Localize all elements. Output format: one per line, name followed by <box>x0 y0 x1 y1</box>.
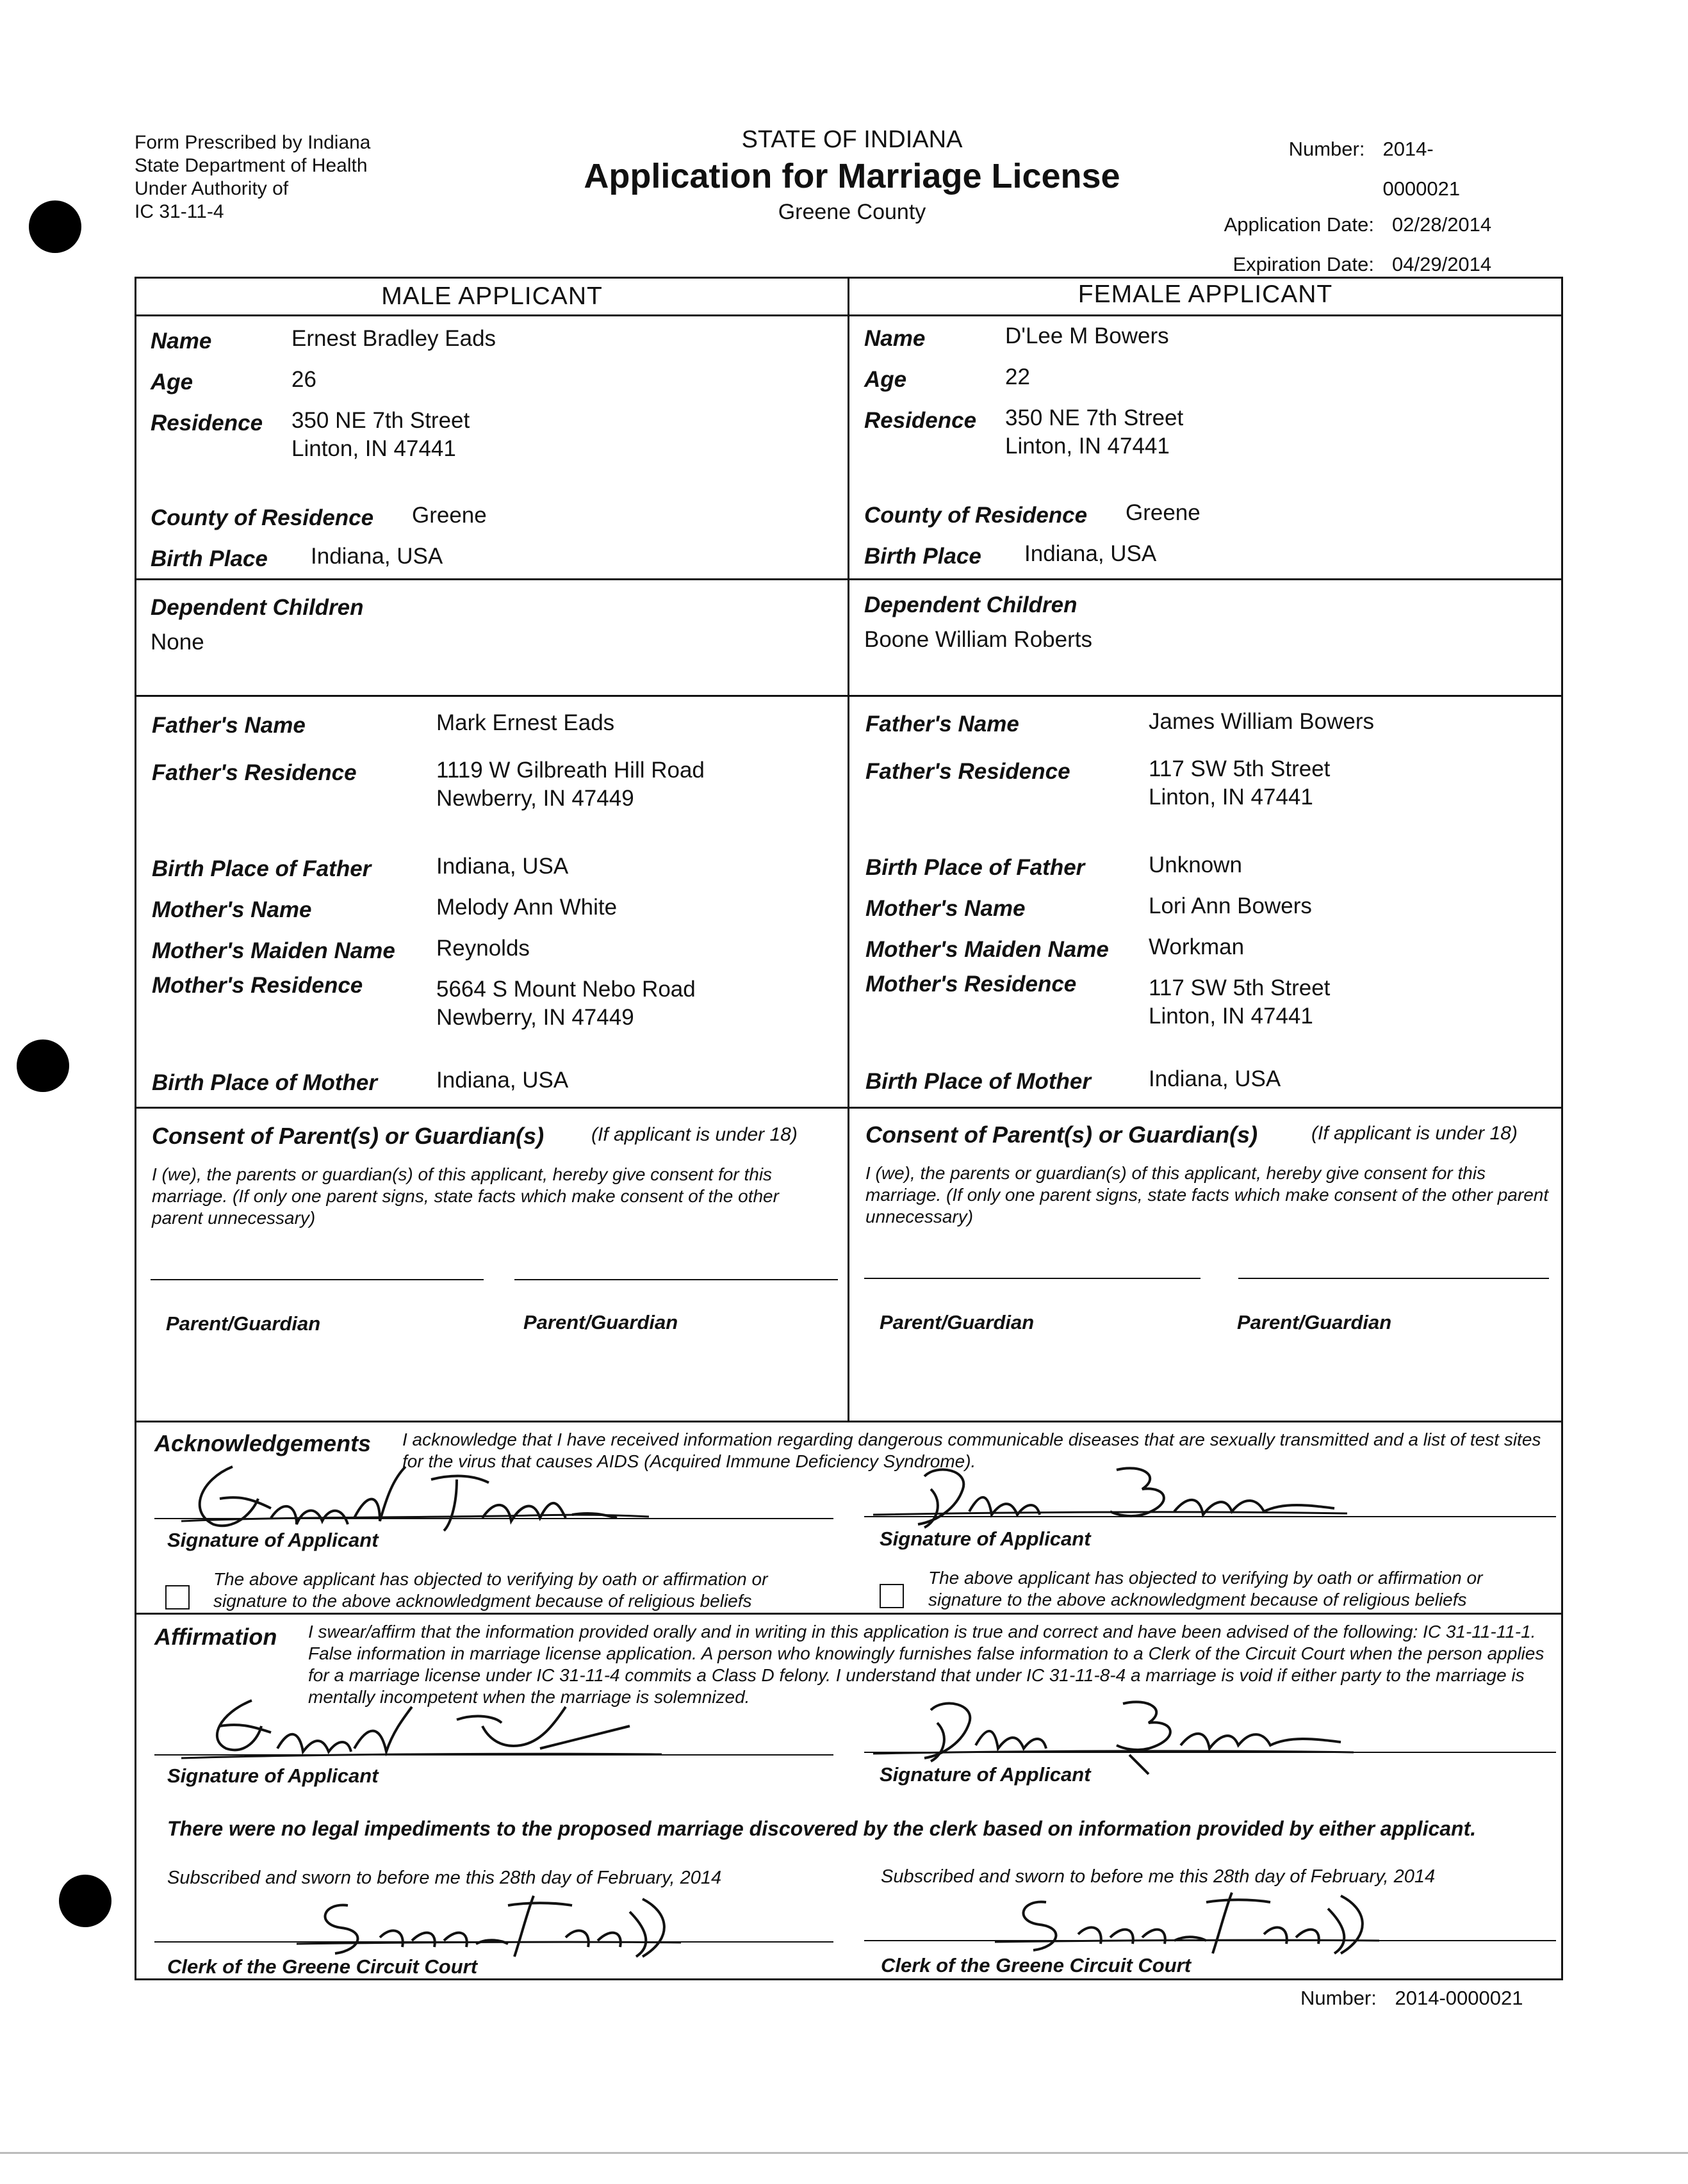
female-birth-place-of-father: Unknown <box>1149 852 1242 877</box>
male-age: 26 <box>291 367 316 392</box>
female-county-label: County of Residence <box>864 503 1088 528</box>
male-mothers-residence-label: Mother's Residence <box>152 973 363 998</box>
expiration-date: 04/29/2014 <box>1392 253 1492 275</box>
female-residence-line1: 350 NE 7th Street <box>1005 405 1184 430</box>
male-parent-guardian-label-1: Parent/Guardian <box>166 1312 321 1335</box>
section-divider <box>136 695 1561 697</box>
male-clerk-line <box>154 1941 833 1943</box>
male-county-label: County of Residence <box>151 505 374 530</box>
male-residence-label: Residence <box>151 411 263 436</box>
male-age-label: Age <box>151 370 193 395</box>
section-divider <box>136 1613 1561 1615</box>
female-birth-place-of-mother: Indiana, USA <box>1149 1066 1281 1091</box>
female-mothers-name-label: Mother's Name <box>865 896 1026 921</box>
female-name-label: Name <box>864 326 926 351</box>
female-fathers-residence-label: Father's Residence <box>865 759 1070 784</box>
scan-edge <box>0 2152 1688 2154</box>
page-title: Application for Marriage License <box>584 157 1120 195</box>
female-consent-note: (If applicant is under 18) <box>1311 1123 1518 1144</box>
male-parent-guardian-line-2 <box>514 1279 838 1280</box>
no-impediments-statement: There were no legal impediments to the proposed marriage discovered by the clerk based on information provided by either applicant. <box>167 1817 1477 1840</box>
female-consent-title: Consent of Parent(s) or Guardian(s) <box>865 1121 1258 1148</box>
column-divider <box>848 279 849 1421</box>
male-parent-guardian-label-2: Parent/Guardian <box>523 1311 678 1333</box>
section-divider <box>136 1421 1561 1422</box>
acknowledgements-label: Acknowledgements <box>154 1430 372 1456</box>
male-fathers-residence-label: Father's Residence <box>152 760 357 785</box>
authority-line: Under Authority of <box>135 178 289 199</box>
number-label: Number: <box>1288 138 1365 160</box>
female-subscribed-text: Subscribed and sworn to before me this 28th day of February, 2014 <box>881 1866 1436 1887</box>
document-header <box>538 125 1166 226</box>
male-parent-guardian-line-1 <box>151 1279 484 1280</box>
female-fathers-residence-line1: 117 SW 5th Street <box>1149 756 1331 781</box>
male-affirmation-signature-line <box>154 1754 833 1756</box>
female-birth-place-label: Birth Place <box>864 544 981 569</box>
application-form <box>135 277 1563 1980</box>
female-mothers-residence-line2: Linton, IN 47441 <box>1149 1004 1313 1029</box>
female-age: 22 <box>1005 364 1030 389</box>
male-affirmation-signature <box>181 1688 668 1777</box>
authority-line: State Department of Health <box>135 155 368 176</box>
male-consent-text: I (we), the parents or guardian(s) of this applicant, hereby give consent for this marriage. (If only one parent signs, state facts which make consent of the other parent unnecessary) <box>152 1164 779 1228</box>
male-ack-signature-label: Signature of Applicant <box>167 1529 379 1551</box>
male-mothers-residence-line1: 5664 S Mount Nebo Road <box>436 977 696 1002</box>
affirmation-label: Affirmation <box>154 1624 277 1650</box>
female-mothers-residence-line1: 117 SW 5th Street <box>1149 975 1331 1000</box>
footer-number-value: 2014-0000021 <box>1395 1987 1523 2009</box>
footer-number <box>1300 1987 1523 2010</box>
female-ack-signature-line <box>864 1516 1556 1517</box>
section-divider <box>136 1107 1561 1109</box>
female-objection-text: The above applicant has objected to verifying by oath or affirmation or signature to the above acknowledgment because of religious beliefs <box>928 1568 1483 1609</box>
authority-line: Form Prescribed by Indiana <box>135 132 371 153</box>
affirmation-text: I swear/affirm that the information provided orally and in writing in this application is true and correct and have been advised of the following: IC 31-11-11-1. False information in marriage license application. A person who knowingly furnishes false information to a Clerk of the Circuit Court when the person applies for a marriage license under IC 31-11-4 commits a Class D felony. I understand that under IC 31-11-8-4 a marriage is void if either party to the marriage is mentally incompetent when the marriage is solemnized. <box>308 1622 1545 1707</box>
male-mothers-maiden-name-label: Mother's Maiden Name <box>152 938 395 963</box>
female-consent-text: I (we), the parents or guardian(s) of this applicant, hereby give consent for this marriage. (If only one parent signs, state facts which make consent of the other parent unnecessary) <box>865 1163 1549 1226</box>
male-mothers-maiden-name: Reynolds <box>436 936 530 961</box>
female-clerk-label: Clerk of the Greene Circuit Court <box>881 1954 1192 1976</box>
male-applicant-heading: MALE APPLICANT <box>381 282 603 310</box>
male-residence-line1: 350 NE 7th Street <box>291 408 470 433</box>
authority-line: IC 31-11-4 <box>135 201 224 222</box>
female-fathers-name: James William Bowers <box>1149 709 1374 734</box>
female-mothers-name: Lori Ann Bowers <box>1149 893 1312 918</box>
female-clerk-line <box>864 1940 1556 1941</box>
female-fathers-residence-line2: Linton, IN 47441 <box>1149 785 1313 810</box>
male-fathers-name-label: Father's Name <box>152 713 306 738</box>
footer-number-label: Number: <box>1300 1987 1377 2009</box>
male-subscribed-text: Subscribed and sworn to before me this 28th day of February, 2014 <box>167 1868 722 1888</box>
state-name: STATE OF INDIANA <box>741 126 963 153</box>
female-ack-signature-label: Signature of Applicant <box>880 1528 1091 1550</box>
female-residence-line2: Linton, IN 47441 <box>1005 434 1170 459</box>
male-consent-title: Consent of Parent(s) or Guardian(s) <box>152 1123 545 1149</box>
male-residence-line2: Linton, IN 47441 <box>291 436 456 461</box>
female-affirmation-signature-label: Signature of Applicant <box>880 1763 1091 1786</box>
male-mothers-name: Melody Ann White <box>436 895 618 920</box>
male-dependent-children: None <box>151 630 204 655</box>
male-county: Greene <box>412 503 487 528</box>
form-authority <box>135 131 371 224</box>
male-birth-place-of-mother-label: Birth Place of Mother <box>152 1070 377 1095</box>
male-dependent-children-label: Dependent Children <box>151 595 364 620</box>
female-birth-place: Indiana, USA <box>1024 541 1157 566</box>
male-affirmation-signature-label: Signature of Applicant <box>167 1764 379 1787</box>
section-divider <box>136 578 1561 580</box>
female-birth-place-of-father-label: Birth Place of Father <box>865 855 1085 880</box>
license-meta <box>1153 129 1505 284</box>
female-parent-guardian-label-1: Parent/Guardian <box>880 1311 1035 1333</box>
female-parent-guardian-line-1 <box>864 1278 1200 1279</box>
application-date: 02/28/2014 <box>1392 213 1492 236</box>
male-objection-text: The above applicant has objected to verifying by oath or affirmation or signature to the above acknowledgment because of religious beliefs <box>213 1569 768 1611</box>
male-birth-place: Indiana, USA <box>311 544 443 569</box>
male-mothers-name-label: Mother's Name <box>152 897 312 922</box>
male-birth-place-of-father-label: Birth Place of Father <box>152 856 372 881</box>
female-affirmation-signature-line <box>864 1752 1556 1753</box>
punch-hole-top <box>29 200 81 253</box>
male-fathers-name: Mark Ernest Eads <box>436 710 615 735</box>
female-acknowledgement-signature <box>873 1451 1360 1540</box>
female-dependent-children: Boone William Roberts <box>864 627 1092 652</box>
county-name: Greene County <box>778 200 926 224</box>
female-residence-label: Residence <box>864 408 977 433</box>
male-fathers-residence-line1: 1119 W Gilbreath Hill Road <box>436 758 705 783</box>
male-fathers-residence-line2: Newberry, IN 47449 <box>436 786 634 811</box>
female-applicant-heading: FEMALE APPLICANT <box>1078 281 1333 308</box>
female-parent-guardian-line-2 <box>1238 1278 1549 1279</box>
male-name-label: Name <box>151 329 212 354</box>
female-county: Greene <box>1126 500 1200 525</box>
male-mothers-residence-line2: Newberry, IN 47449 <box>436 1005 634 1030</box>
male-birth-place-label: Birth Place <box>151 546 268 571</box>
male-ack-signature-line <box>154 1518 833 1519</box>
female-age-label: Age <box>864 367 907 392</box>
female-dependent-children-label: Dependent Children <box>864 592 1078 617</box>
female-mothers-maiden-name: Workman <box>1149 934 1245 959</box>
female-parent-guardian-label-2: Parent/Guardian <box>1237 1311 1392 1333</box>
female-mothers-residence-label: Mother's Residence <box>865 972 1077 997</box>
male-birth-place-of-mother: Indiana, USA <box>436 1068 569 1093</box>
male-religious-objection-checkbox[interactable] <box>165 1585 190 1609</box>
male-name: Ernest Bradley Eads <box>291 326 496 351</box>
female-fathers-name-label: Father's Name <box>865 712 1019 737</box>
expiration-date-label: Expiration Date: <box>1233 253 1374 275</box>
female-name: D'Lee M Bowers <box>1005 323 1169 348</box>
male-birth-place-of-father: Indiana, USA <box>436 854 569 879</box>
male-consent-note: (If applicant is under 18) <box>591 1124 798 1145</box>
punch-hole-middle <box>17 1039 69 1092</box>
license-number: 2014-0000021 <box>1382 138 1461 200</box>
female-religious-objection-checkbox[interactable] <box>880 1584 904 1608</box>
female-birth-place-of-mother-label: Birth Place of Mother <box>865 1069 1091 1094</box>
application-date-label: Application Date: <box>1224 213 1374 236</box>
female-mothers-maiden-name-label: Mother's Maiden Name <box>865 937 1109 962</box>
male-clerk-label: Clerk of the Greene Circuit Court <box>167 1955 478 1978</box>
acknowledgement-text: I acknowledge that I have received information regarding dangerous communicable diseases that are sexually transmitted and a list of test sites for the virus that causes AIDS (Acquired Immune Deficiency Syndrome). <box>402 1430 1541 1471</box>
section-divider <box>136 314 1561 316</box>
punch-hole-bottom <box>59 1875 111 1927</box>
